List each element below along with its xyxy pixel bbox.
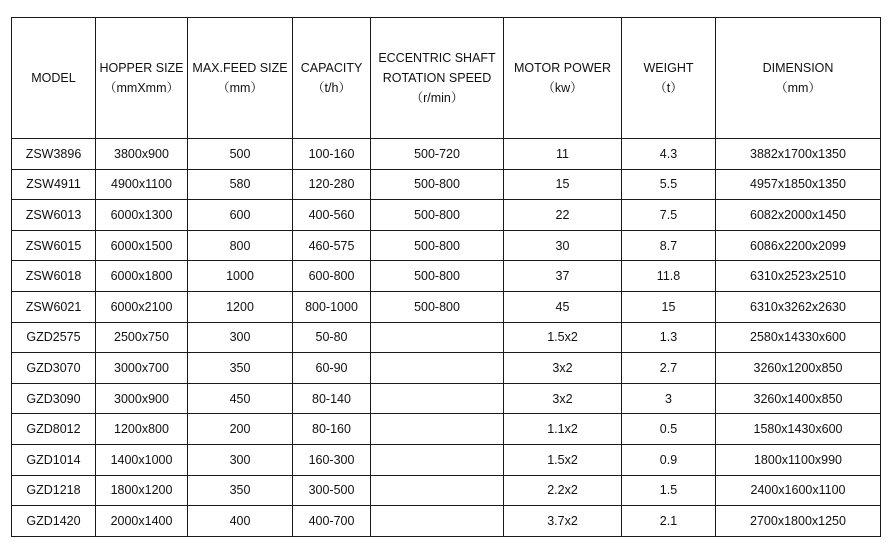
- cell-rotation-speed: 500-800: [371, 200, 504, 231]
- cell-rotation-speed: [371, 353, 504, 384]
- cell-max-feed-size: 300: [188, 322, 293, 353]
- header-weight-title: WEIGHT: [643, 61, 694, 75]
- cell-capacity: 100-160: [293, 139, 371, 170]
- cell-model: ZSW6015: [12, 230, 96, 261]
- header-hopper-size-unit: （mmXmm）: [104, 81, 179, 95]
- cell-model: ZSW6021: [12, 291, 96, 322]
- spec-table-container: [11, 17, 881, 537]
- cell-max-feed-size: 200: [188, 414, 293, 445]
- cell-capacity: 80-140: [293, 383, 371, 414]
- cell-weight: 2.7: [622, 353, 716, 384]
- header-max-feed-size-title: MAX.FEED SIZE: [192, 61, 288, 75]
- cell-max-feed-size: 350: [188, 353, 293, 384]
- cell-model: ZSW6018: [12, 261, 96, 292]
- cell-hopper-size: 6000x2100: [96, 291, 188, 322]
- cell-model: ZSW6013: [12, 200, 96, 231]
- cell-capacity: 400-560: [293, 200, 371, 231]
- cell-weight: 2.1: [622, 506, 716, 537]
- header-model: [12, 18, 96, 139]
- cell-motor-power: 1.1x2: [504, 414, 622, 445]
- cell-model: GZD2575: [12, 322, 96, 353]
- table-row: [12, 261, 881, 292]
- cell-motor-power: 37: [504, 261, 622, 292]
- cell-weight: 1.5: [622, 475, 716, 506]
- cell-weight: 1.3: [622, 322, 716, 353]
- cell-rotation-speed: 500-800: [371, 169, 504, 200]
- cell-motor-power: 2.2x2: [504, 475, 622, 506]
- cell-max-feed-size: 600: [188, 200, 293, 231]
- header-motor-power-title: MOTOR POWER: [514, 61, 611, 75]
- cell-hopper-size: 1400x1000: [96, 444, 188, 475]
- cell-weight: 4.3: [622, 139, 716, 170]
- cell-motor-power: 45: [504, 291, 622, 322]
- cell-hopper-size: 2500x750: [96, 322, 188, 353]
- cell-dimension: 1580x1430x600: [716, 414, 881, 445]
- cell-rotation-speed: 500-800: [371, 230, 504, 261]
- header-rotation-speed-title: ECCENTRIC SHAFT ROTATION SPEED: [378, 51, 496, 85]
- cell-rotation-speed: [371, 475, 504, 506]
- cell-weight: 8.7: [622, 230, 716, 261]
- cell-motor-power: 3x2: [504, 353, 622, 384]
- cell-weight: 7.5: [622, 200, 716, 231]
- cell-hopper-size: 3000x700: [96, 353, 188, 384]
- cell-dimension: 3260x1200x850: [716, 353, 881, 384]
- header-max-feed-size: [188, 18, 293, 139]
- table-row: [12, 322, 881, 353]
- header-rotation-speed: [371, 18, 504, 139]
- header-capacity: [293, 18, 371, 139]
- cell-model: GZD3070: [12, 353, 96, 384]
- cell-max-feed-size: 800: [188, 230, 293, 261]
- cell-capacity: 800-1000: [293, 291, 371, 322]
- cell-capacity: 300-500: [293, 475, 371, 506]
- cell-motor-power: 1.5x2: [504, 444, 622, 475]
- cell-motor-power: 30: [504, 230, 622, 261]
- cell-motor-power: 15: [504, 169, 622, 200]
- cell-dimension: 4957x1850x1350: [716, 169, 881, 200]
- cell-max-feed-size: 580: [188, 169, 293, 200]
- cell-max-feed-size: 1000: [188, 261, 293, 292]
- cell-hopper-size: 3000x900: [96, 383, 188, 414]
- cell-model: GZD3090: [12, 383, 96, 414]
- header-rotation-speed-unit: （r/min）: [410, 91, 464, 105]
- cell-dimension: 2580x14330x600: [716, 322, 881, 353]
- header-weight-unit: （t）: [654, 81, 683, 95]
- cell-dimension: 6310x3262x2630: [716, 291, 881, 322]
- cell-capacity: 400-700: [293, 506, 371, 537]
- cell-capacity: 60-90: [293, 353, 371, 384]
- cell-motor-power: 1.5x2: [504, 322, 622, 353]
- header-weight: [622, 18, 716, 139]
- cell-motor-power: 22: [504, 200, 622, 231]
- table-row: [12, 444, 881, 475]
- cell-max-feed-size: 450: [188, 383, 293, 414]
- cell-hopper-size: 1800x1200: [96, 475, 188, 506]
- cell-model: GZD1218: [12, 475, 96, 506]
- header-motor-power-unit: （kw）: [542, 81, 583, 95]
- cell-rotation-speed: [371, 322, 504, 353]
- cell-capacity: 120-280: [293, 169, 371, 200]
- table-header-row: [12, 18, 881, 139]
- cell-hopper-size: 1200x800: [96, 414, 188, 445]
- header-dimension: [716, 18, 881, 139]
- cell-rotation-speed: 500-800: [371, 291, 504, 322]
- cell-max-feed-size: 1200: [188, 291, 293, 322]
- header-hopper-size: [96, 18, 188, 139]
- cell-max-feed-size: 500: [188, 139, 293, 170]
- table-row: [12, 169, 881, 200]
- cell-dimension: 1800x1100x990: [716, 444, 881, 475]
- cell-capacity: 460-575: [293, 230, 371, 261]
- cell-weight: 3: [622, 383, 716, 414]
- header-motor-power: [504, 18, 622, 139]
- table-row: [12, 353, 881, 384]
- cell-dimension: 6086x2200x2099: [716, 230, 881, 261]
- cell-rotation-speed: [371, 383, 504, 414]
- table-row: [12, 139, 881, 170]
- cell-rotation-speed: [371, 506, 504, 537]
- cell-dimension: 2700x1800x1250: [716, 506, 881, 537]
- cell-hopper-size: 2000x1400: [96, 506, 188, 537]
- cell-hopper-size: 6000x1300: [96, 200, 188, 231]
- header-dimension-title: DIMENSION: [762, 61, 834, 75]
- header-capacity-title: CAPACITY: [300, 61, 363, 75]
- header-capacity-unit: （t/h）: [312, 81, 351, 95]
- cell-dimension: 6310x2523x2510: [716, 261, 881, 292]
- table-row: [12, 383, 881, 414]
- cell-model: ZSW4911: [12, 169, 96, 200]
- cell-motor-power: 3x2: [504, 383, 622, 414]
- cell-motor-power: 11: [504, 139, 622, 170]
- cell-rotation-speed: 500-720: [371, 139, 504, 170]
- table-row: [12, 414, 881, 445]
- table-row: [12, 291, 881, 322]
- header-max-feed-size-unit: （mm）: [217, 81, 263, 95]
- cell-dimension: 2400x1600x1100: [716, 475, 881, 506]
- table-row: [12, 475, 881, 506]
- cell-hopper-size: 3800x900: [96, 139, 188, 170]
- cell-model: GZD1420: [12, 506, 96, 537]
- header-model-title: MODEL: [31, 71, 76, 85]
- cell-motor-power: 3.7x2: [504, 506, 622, 537]
- cell-model: ZSW3896: [12, 139, 96, 170]
- cell-hopper-size: 6000x1500: [96, 230, 188, 261]
- cell-capacity: 80-160: [293, 414, 371, 445]
- cell-dimension: 3882x1700x1350: [716, 139, 881, 170]
- table-row: [12, 230, 881, 261]
- header-dimension-unit: （mm）: [775, 81, 821, 95]
- cell-weight: 5.5: [622, 169, 716, 200]
- cell-weight: 11.8: [622, 261, 716, 292]
- cell-weight: 0.5: [622, 414, 716, 445]
- spec-table: [11, 17, 881, 537]
- table-row: [12, 506, 881, 537]
- table-row: [12, 200, 881, 231]
- cell-hopper-size: 4900x1100: [96, 169, 188, 200]
- cell-max-feed-size: 300: [188, 444, 293, 475]
- table-body: [12, 139, 881, 537]
- cell-dimension: 6082x2000x1450: [716, 200, 881, 231]
- cell-capacity: 50-80: [293, 322, 371, 353]
- cell-weight: 15: [622, 291, 716, 322]
- header-hopper-size-title: HOPPER SIZE: [99, 61, 184, 75]
- cell-rotation-speed: 500-800: [371, 261, 504, 292]
- cell-capacity: 600-800: [293, 261, 371, 292]
- cell-model: GZD1014: [12, 444, 96, 475]
- cell-weight: 0.9: [622, 444, 716, 475]
- cell-rotation-speed: [371, 444, 504, 475]
- cell-hopper-size: 6000x1800: [96, 261, 188, 292]
- cell-max-feed-size: 400: [188, 506, 293, 537]
- cell-max-feed-size: 350: [188, 475, 293, 506]
- cell-model: GZD8012: [12, 414, 96, 445]
- cell-capacity: 160-300: [293, 444, 371, 475]
- cell-dimension: 3260x1400x850: [716, 383, 881, 414]
- cell-rotation-speed: [371, 414, 504, 445]
